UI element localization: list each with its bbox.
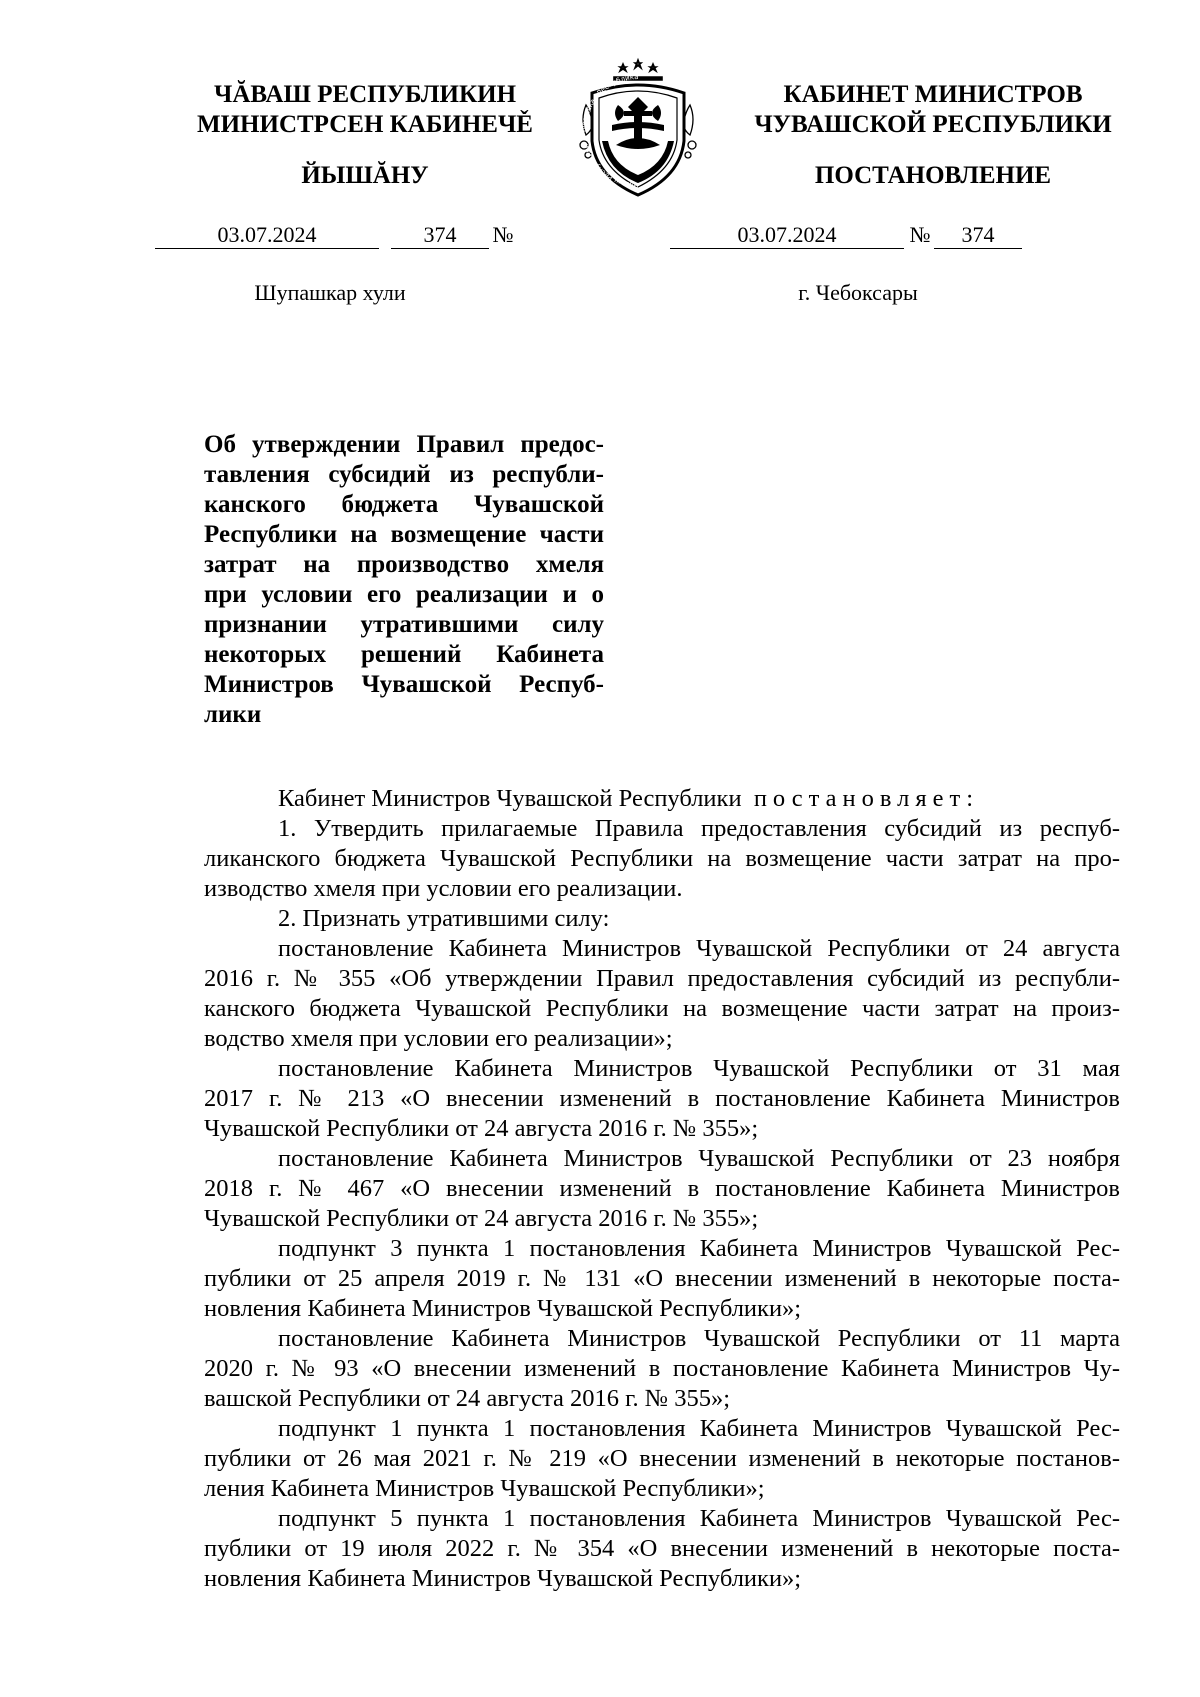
right-date: 03.07.2024 — [737, 222, 837, 247]
body-line: публики от 25 апреля 2019 г. № 131 «О внесении изменений в некоторые поста- — [204, 1265, 1120, 1292]
subject-line: при условии его реализации и о — [204, 581, 604, 608]
subject-line: тавления субсидий из республи- — [204, 461, 604, 488]
body-line: публики от 26 мая 2021 г. № 219 «О внесении изменений в некоторые постанов- — [204, 1445, 1120, 1472]
body-line: Чувашской Республики от 24 августа 2016 г. № 355»; — [204, 1205, 759, 1232]
document-subject — [204, 430, 604, 730]
body-line: Чувашской Республики от 24 августа 2016 г. № 355»; — [204, 1115, 759, 1142]
header-right-title — [718, 80, 1148, 140]
right-number-sign: № — [909, 222, 931, 247]
body-line: изводство хмеля при условии его реализации. — [204, 875, 683, 902]
subject-line: признании утратившими силу — [204, 611, 604, 638]
left-date: 03.07.2024 — [217, 222, 317, 247]
body-line: водство хмеля при условии его реализации»; — [204, 1025, 673, 1052]
body-line: постановление Кабинета Министров Чувашской Республики от 11 марта — [278, 1325, 1120, 1352]
subject-line: канского бюджета Чувашской — [204, 491, 604, 518]
body-line: ликанского бюджета Чувашской Республики на возмещение части затрат на про- — [204, 845, 1120, 872]
body-line: канского бюджета Чувашской Республики на возмещение части затрат на произ- — [204, 995, 1120, 1022]
body-line: 2. Признать утратившими силу: — [278, 905, 610, 932]
subject-line: Республики на возмещение части — [204, 521, 604, 548]
body-line: 2017 г. № 213 «О внесении изменений в постановление Кабинета Министров — [204, 1085, 1120, 1112]
body-line: 2016 г. № 355 «Об утверждении Правил предоставления субсидий из республи- — [204, 965, 1120, 992]
header-left-line1: ЧĂВАШ РЕСПУБЛИКИН — [213, 81, 517, 108]
body-line: постановление Кабинета Министров Чувашской Республики от 31 мая — [278, 1055, 1120, 1082]
left-city: Шупашкар хули — [254, 280, 406, 305]
body-intro — [204, 784, 1120, 814]
body-intro-prefix: Кабинет Министров Чувашской Республики — [278, 785, 742, 812]
right-doctype: ПОСТАНОВЛЕНИЕ — [814, 162, 1052, 189]
body-line: новления Кабинета Министров Чувашской Республики»; — [204, 1565, 802, 1592]
body-line: ления Кабинета Министров Чувашской Республики»; — [204, 1475, 765, 1502]
right-number: 374 — [961, 222, 995, 247]
header-left-title — [150, 80, 580, 140]
left-dateline — [155, 222, 515, 250]
header-right-line2: ЧУВАШСКОЙ РЕСПУБЛИКИ — [754, 111, 1112, 138]
emblem-ring-text: Чăваш Республики • Чувашская Республика — [580, 72, 639, 190]
body-line: постановление Кабинета Министров Чувашской Республики от 24 августа — [278, 935, 1120, 962]
body-line: новления Кабинета Министров Чувашской Республики»; — [204, 1295, 802, 1322]
header-left-line2: МИНИСТРСЕН КАБИНЕЧĚ — [197, 111, 533, 138]
body-line: постановление Кабинета Министров Чувашской Республики от 23 ноября — [278, 1145, 1120, 1172]
body-line: вашской Республики от 24 августа 2016 г. № 355»; — [204, 1385, 731, 1412]
body-line: 2018 г. № 467 «О внесении изменений в постановление Кабинета Министров — [204, 1175, 1120, 1202]
subject-line: Об утверждении Правил предос- — [204, 431, 604, 458]
subject-line: некоторых решений Кабинета — [204, 641, 604, 668]
body-line: 2020 г. № 93 «О внесении изменений в постановление Кабинета Министров Чу- — [204, 1355, 1120, 1382]
left-number: 374 — [423, 222, 457, 247]
chuvash-emblem-icon — [568, 53, 708, 203]
body-line: подпункт 3 пункта 1 постановления Кабинета Министров Чувашской Рес- — [278, 1235, 1120, 1262]
left-number-sign: № — [492, 222, 514, 247]
body-line: публики от 19 июля 2022 г. № 354 «О внесении изменений в некоторые поста- — [204, 1535, 1120, 1562]
document-body — [204, 784, 1120, 1594]
body-line: подпункт 5 пункта 1 постановления Кабинета Министров Чувашской Рес- — [278, 1505, 1120, 1532]
body-line: 1. Утвердить прилагаемые Правила предоставления субсидий из респуб- — [278, 815, 1120, 842]
right-city: г. Чебоксары — [798, 280, 918, 305]
header-right-line1: КАБИНЕТ МИНИСТРОВ — [783, 81, 1083, 108]
right-dateline — [670, 222, 1022, 250]
subject-line: Министров Чувашской Респуб- — [204, 671, 604, 698]
body-intro-spaced: постановляет: — [753, 785, 980, 812]
subject-line: затрат на производство хмеля — [204, 551, 604, 578]
subject-line: лики — [204, 701, 262, 728]
body-line: подпункт 1 пункта 1 постановления Кабинета Министров Чувашской Рес- — [278, 1415, 1120, 1442]
left-doctype: ЙЫШĂНУ — [301, 162, 429, 189]
